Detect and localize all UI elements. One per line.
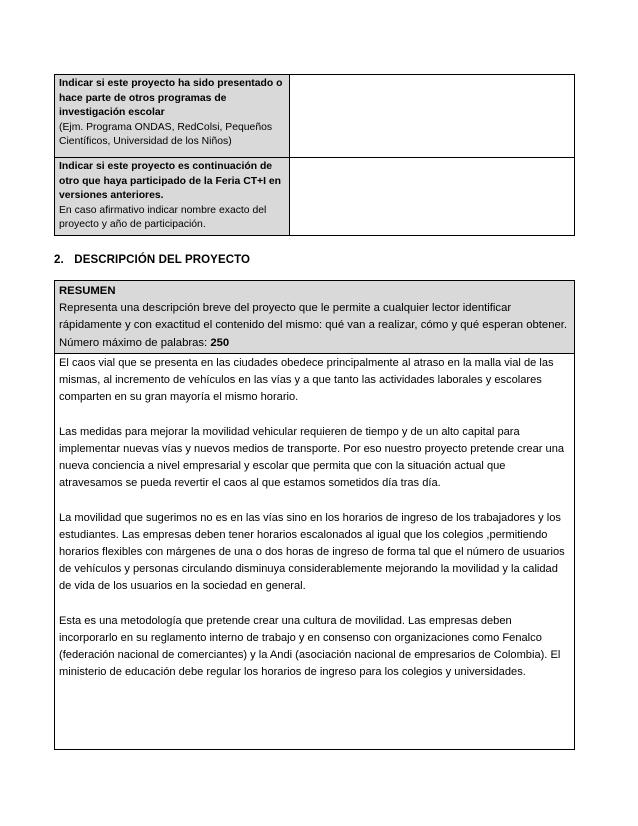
resumen-paragraph-4: Esta es una metodología que pretende crear una cultura de movilidad. Las empresas deben incorporarlo en su reglamento interno de trabajo y en consenso con organizaciones como Fenalco (federación nacional de comerciantes) y la Andi (asociación nacional de empresarios de Colombia). El ministerio de educación debe regular los horarios de ingreso para los colegios y universidades. <box>59 614 561 679</box>
resumen-title: RESUMEN <box>59 285 116 297</box>
resumen-body-row <box>55 353 575 749</box>
resumen-header-row <box>55 281 575 354</box>
section-heading <box>54 254 250 266</box>
continuation-question: Indicar si este proyecto es continuación de otro que haya participado de la Feria CT+I en versiones anteriores. <box>59 161 282 201</box>
continuation-label <box>55 158 290 236</box>
previous-programs-label <box>55 75 290 158</box>
section-number: 2. <box>54 254 64 266</box>
previous-programs-examples: (Ejm. Programa ONDAS, RedColsi, Pequeños Científicos, Universidad de los Niños) <box>59 121 273 147</box>
section-title: DESCRIPCIÓN DEL PROYECTO <box>74 254 251 266</box>
resumen-body[interactable] <box>55 353 575 749</box>
resumen-header <box>55 281 575 354</box>
previous-programs-answer[interactable] <box>290 75 575 158</box>
max-words: 250 <box>210 336 230 349</box>
continuation-instructions: En caso afirmativo indicar nombre exacto del proyecto y año de participación. <box>59 204 267 230</box>
description-table <box>54 280 575 750</box>
resumen-paragraph-1: El caos vial que se presenta en las ciudades obedece principalmente al atraso en la malla vial de las mismas, al incremento de vehículos en las vías y a que tanto las actividades laborales y escolares comparten en su gran mayoría el mismo horario. <box>59 356 554 404</box>
continuation-answer[interactable] <box>290 158 575 236</box>
previous-programs-question: Indicar si este proyecto ha sido presentado o hace parte de otros programas de investigación escolar <box>59 78 283 118</box>
resumen-paragraph-3: La movilidad que sugerimos no es en las vías sino en los horarios de ingreso de los trabajadores y los estudiantes. Las empresas deben tener horarios escalonados al igual que los colegios ,permitiendo horarios flexibles con márgenes de una o dos horas de ingreso de forma tal que el número de usuarios de vehículos y personas circulando disminuya considerablemente mejorando la movilidad y la calidad de vida de los usuarios en la sociedad en general. <box>59 511 565 593</box>
project-history-table <box>54 74 575 236</box>
resumen-instructions: Representa una descripción breve del proyecto que le permite a cualquier lector identificar rápidamente y con exactitud el contenido del mismo: qué van a realizar, cómo y qué esperan obtener. Número máximo de palabras: <box>59 302 568 349</box>
continuation-row <box>55 158 575 236</box>
resumen-paragraph-2: Las medidas para mejorar la movilidad vehicular requieren de tiempo y de un alto capital para implementar nuevas vías y nuevos medios de transporte. Por eso nuestro proyecto pretende crear una nueva conciencia a nivel empresarial y escolar que permita que con la situación actual que atravesamos se pueda revertir el caos al que estamos sometidos día tras día. <box>59 425 565 490</box>
previous-programs-row <box>55 75 575 158</box>
